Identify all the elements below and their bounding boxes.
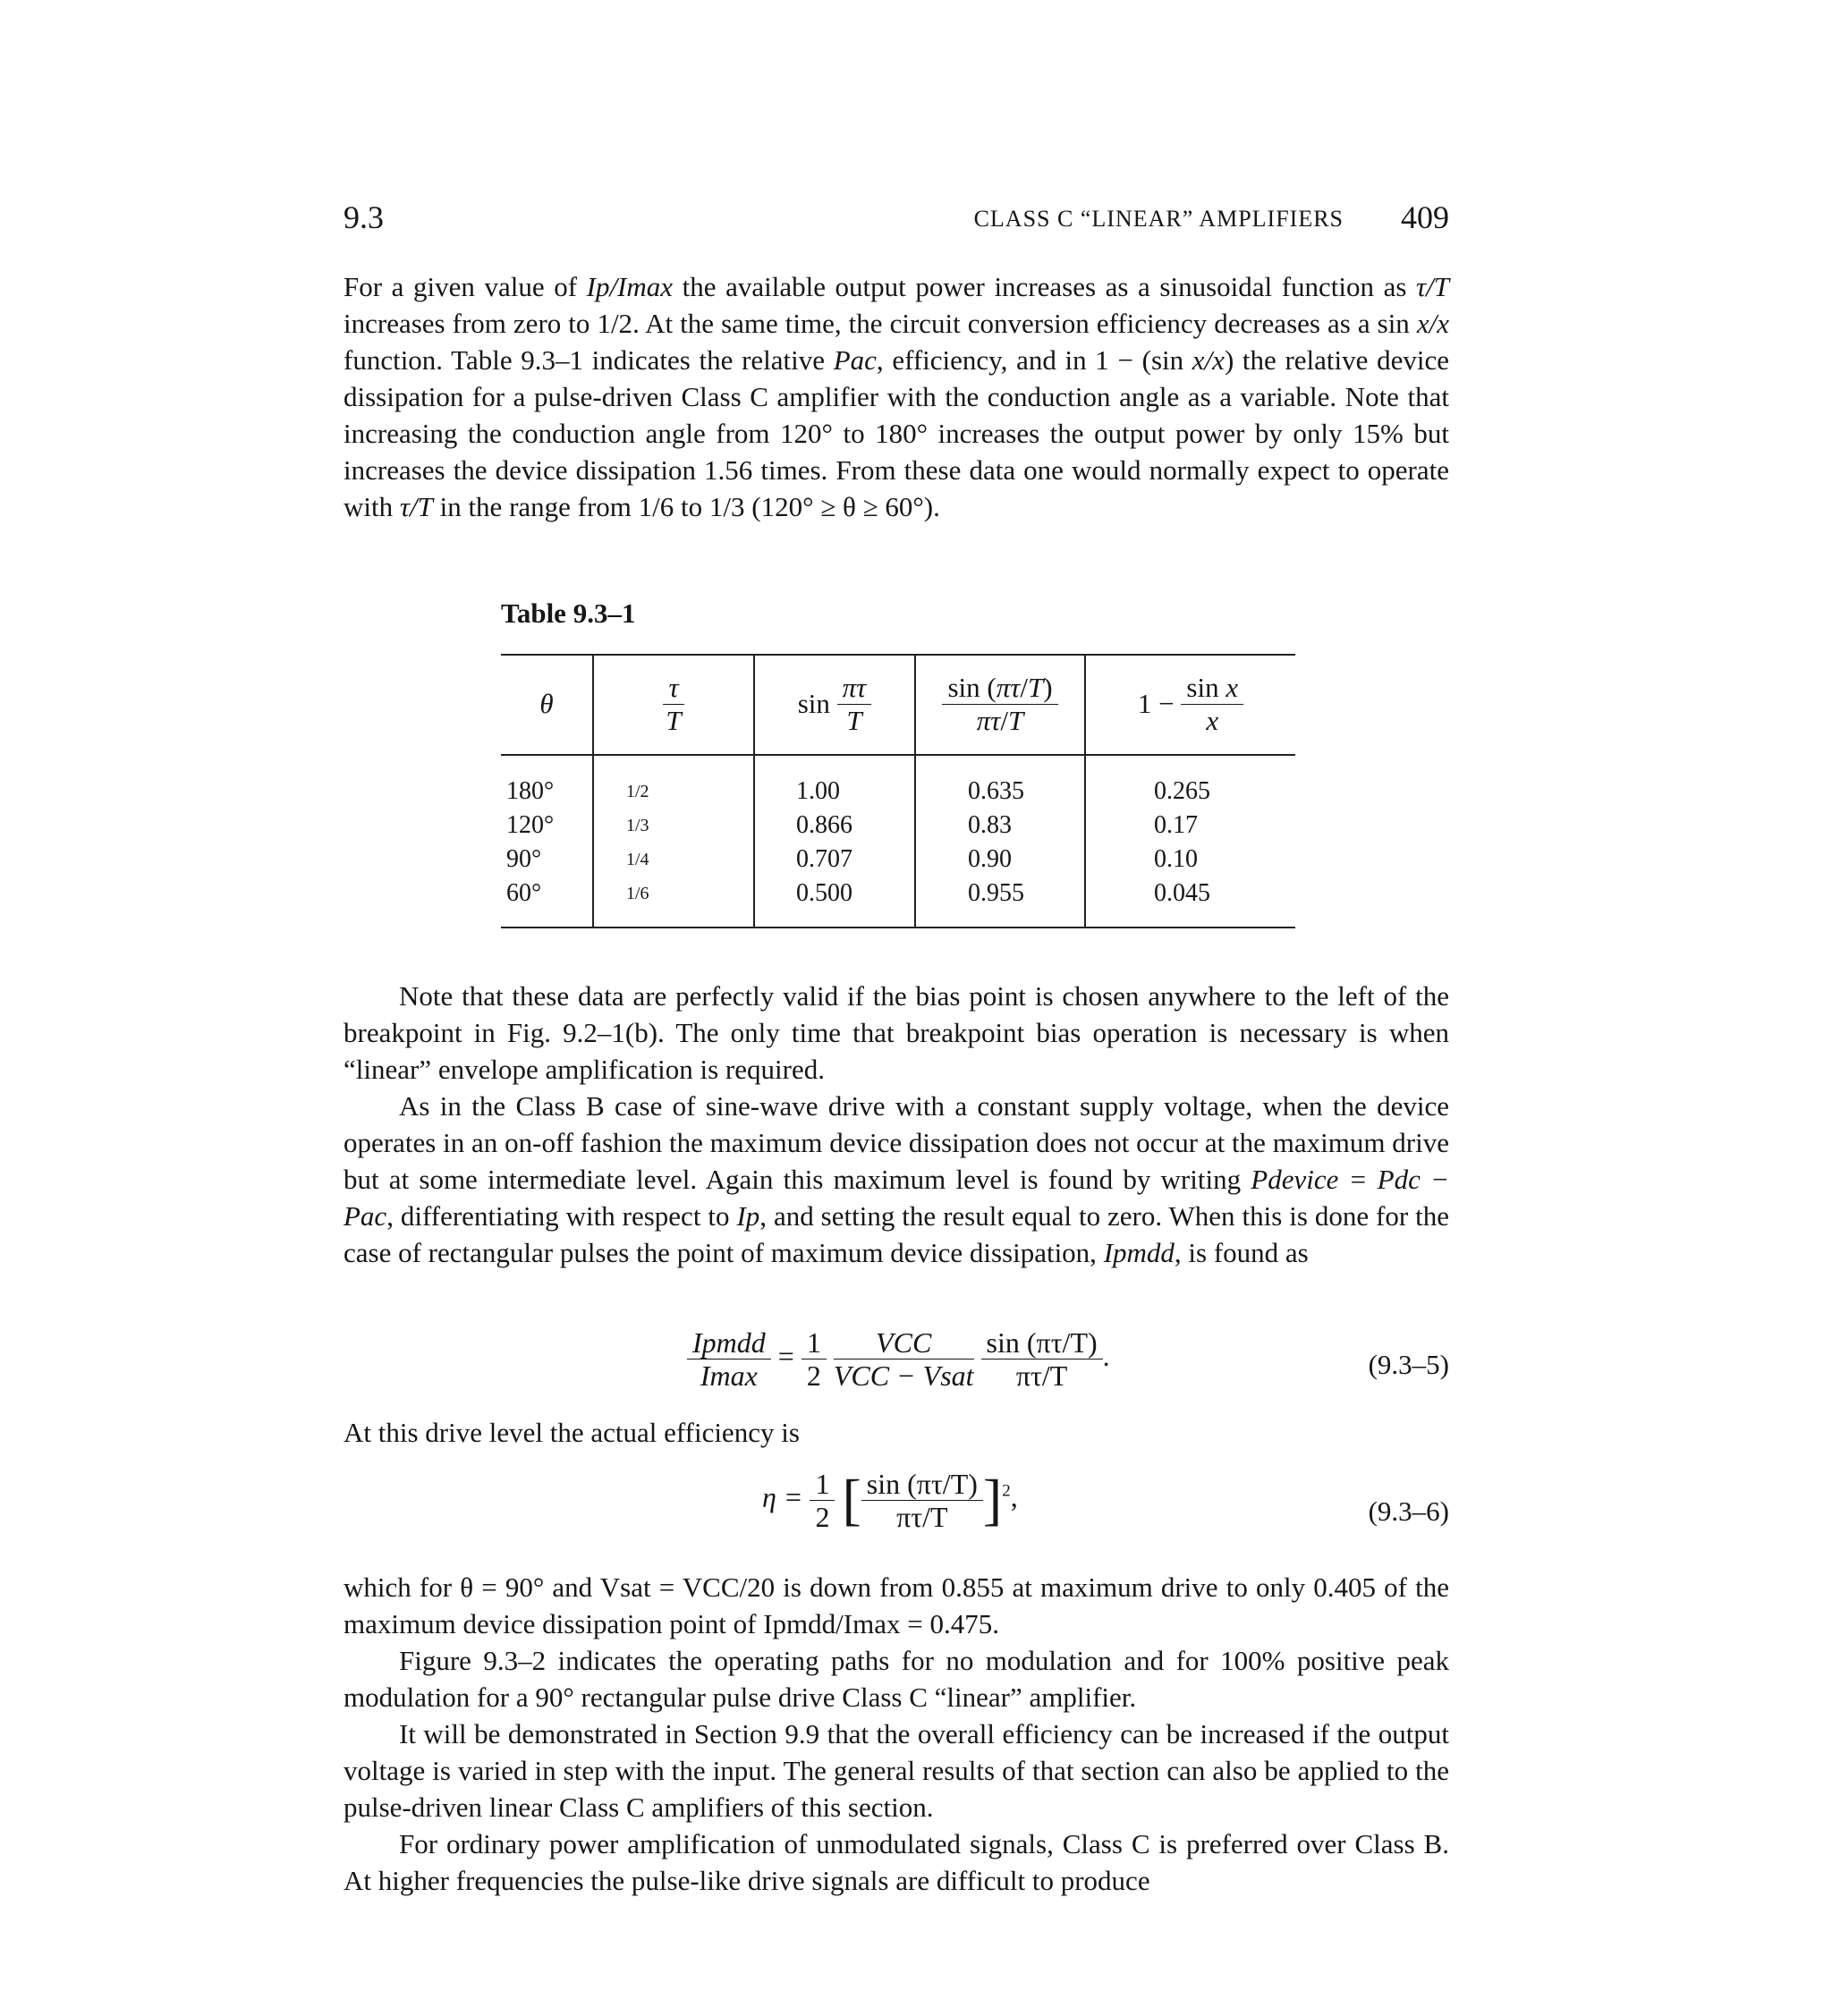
table-cell: 0.10 (1154, 845, 1198, 873)
table-cell: 1.00 (796, 777, 840, 805)
table-cell: 0.635 (968, 777, 1024, 805)
paragraph-dissipation: As in the Class B case of sine-wave drive with a constant supply voltage, when the device operates in an on-off fashion the maximum device dissipation does not occur at the maximum drive but at some intermediate level. Again this maximum level is found by writing Pdevice = Pdc − Pac, differentiating with respect to Ip, and setting the result equal to zero. When this is done for the case of rectangular pulses the point of maximum device dissipation, Ipmdd, is found as (344, 1090, 1449, 1268)
paragraph-figure-9-3-2: Figure 9.3–2 indicates the operating paths for no modulation and for 100% positive peak modulation for a 90° rectangular pulse drive Class C “linear” amplifier. (344, 1645, 1449, 1713)
table-cell: 0.500 (796, 879, 852, 907)
table-bottom-rule (501, 927, 1295, 928)
equation-9-3-5: Ipmdd Imax = $\frac{1}{2}$ VCC VCC − Vsat $\frac{\sin (\pi\tau/T)}{\pi\tau/T}$ . (687, 1326, 1110, 1392)
header-sinc: sin (πτ/T) πτ/T (916, 654, 1084, 754)
ip-imax-ratio: Ip/Imax (586, 271, 674, 302)
section-number: 9.3 (344, 199, 384, 235)
table-caption: Table 9.3–1 (501, 597, 636, 629)
table-cell: 1/4 (626, 850, 649, 869)
table-cell: 1/3 (626, 816, 649, 835)
table-cell: 0.17 (1154, 811, 1198, 839)
table-cell: 1/6 (626, 884, 649, 903)
table-cell: 90° (506, 845, 542, 873)
one-half: 1/2 (597, 308, 633, 339)
table-cell: 0.955 (968, 879, 1024, 907)
table-cell: 120° (506, 811, 555, 839)
table-cell: 0.707 (796, 845, 852, 873)
equation-number-9-3-5: (9.3–5) (1368, 1349, 1449, 1380)
paragraph-theta-90: which for θ = 90° and Vsat = VCC/20 is down from 0.855 at maximum drive to only 0.405 of the maximum device dissipation point of Ipmdd/Imax = 0.475. (344, 1571, 1449, 1639)
table-cell: 180° (506, 777, 555, 805)
page-number: 409 (1401, 199, 1449, 235)
table-cell: 0.83 (968, 811, 1012, 839)
table-header-rule (501, 754, 1295, 756)
paragraph-bias: Note that these data are perfectly valid if the bias point is chosen anywhere to the left of the breakpoint in Fig. 9.2–1(b). The only time that breakpoint bias operation is necessary is when “linear” envelope amplification is required. (344, 980, 1449, 1085)
paragraph-intro: For a given value of Ip/Imax the available output power increases as a sinusoidal function as τ/T increases from zero to 1/2. At the same time, the circuit conversion efficiency decreases as a sin x/x function. Table 9.3–1 indicates the relative Pac, efficiency, and in 1 − (sin x/x) the relative device dissipation for a pulse-driven Class C amplifier with the conduction angle as a variable. Note that increasing the conduction angle from 120° to 180° increases the output power by only 15% but increases the device dissipation 1.56 times. From these data one would normally expect to operate with τ/T in the range from 1/6 to 1/3 (120° ≥ θ ≥ 60°). (344, 271, 1449, 522)
table-cell: 0.045 (1154, 879, 1210, 907)
table-cell: 1/2 (626, 782, 649, 801)
header-sin-pi-tau-T: sin πτ T (755, 654, 914, 754)
equation-9-3-6: η = $\frac{1}{2}$ [ $\frac{\sin (\pi\tau/T)}{\pi\tau/T}$ ]$^2$, (762, 1467, 1018, 1533)
paragraph-section-9-9: It will be demonstrated in Section 9.9 that the overall efficiency can be increased if the output voltage is varied in step with the input. The general results of that section can also be applied to the pulse-driven linear Class C amplifiers of this section. (344, 1718, 1449, 1823)
header-theta: θ (539, 688, 554, 719)
header-tau-over-T: τ T (594, 654, 753, 754)
table-cell: 0.866 (796, 811, 852, 839)
table-cell: 0.90 (968, 845, 1012, 873)
running-head (344, 199, 1449, 243)
paragraph-class-c-preferred: For ordinary power amplification of unmodulated signals, Class C is preferred over Class B. At higher frequencies the pulse-like drive signals are difficult to produce (344, 1828, 1449, 1896)
equation-number-9-3-6: (9.3–6) (1368, 1495, 1449, 1527)
paragraph-efficiency: At this drive level the actual efficiency is (344, 1417, 800, 1448)
table-cell: 60° (506, 879, 542, 907)
table-cell: 0.265 (1154, 777, 1210, 805)
header-one-minus-sinc: 1 − $\frac{\text{sin x}}{x}$ (1086, 654, 1295, 754)
running-title: CLASS C “LINEAR” AMPLIFIERS (973, 206, 1344, 232)
